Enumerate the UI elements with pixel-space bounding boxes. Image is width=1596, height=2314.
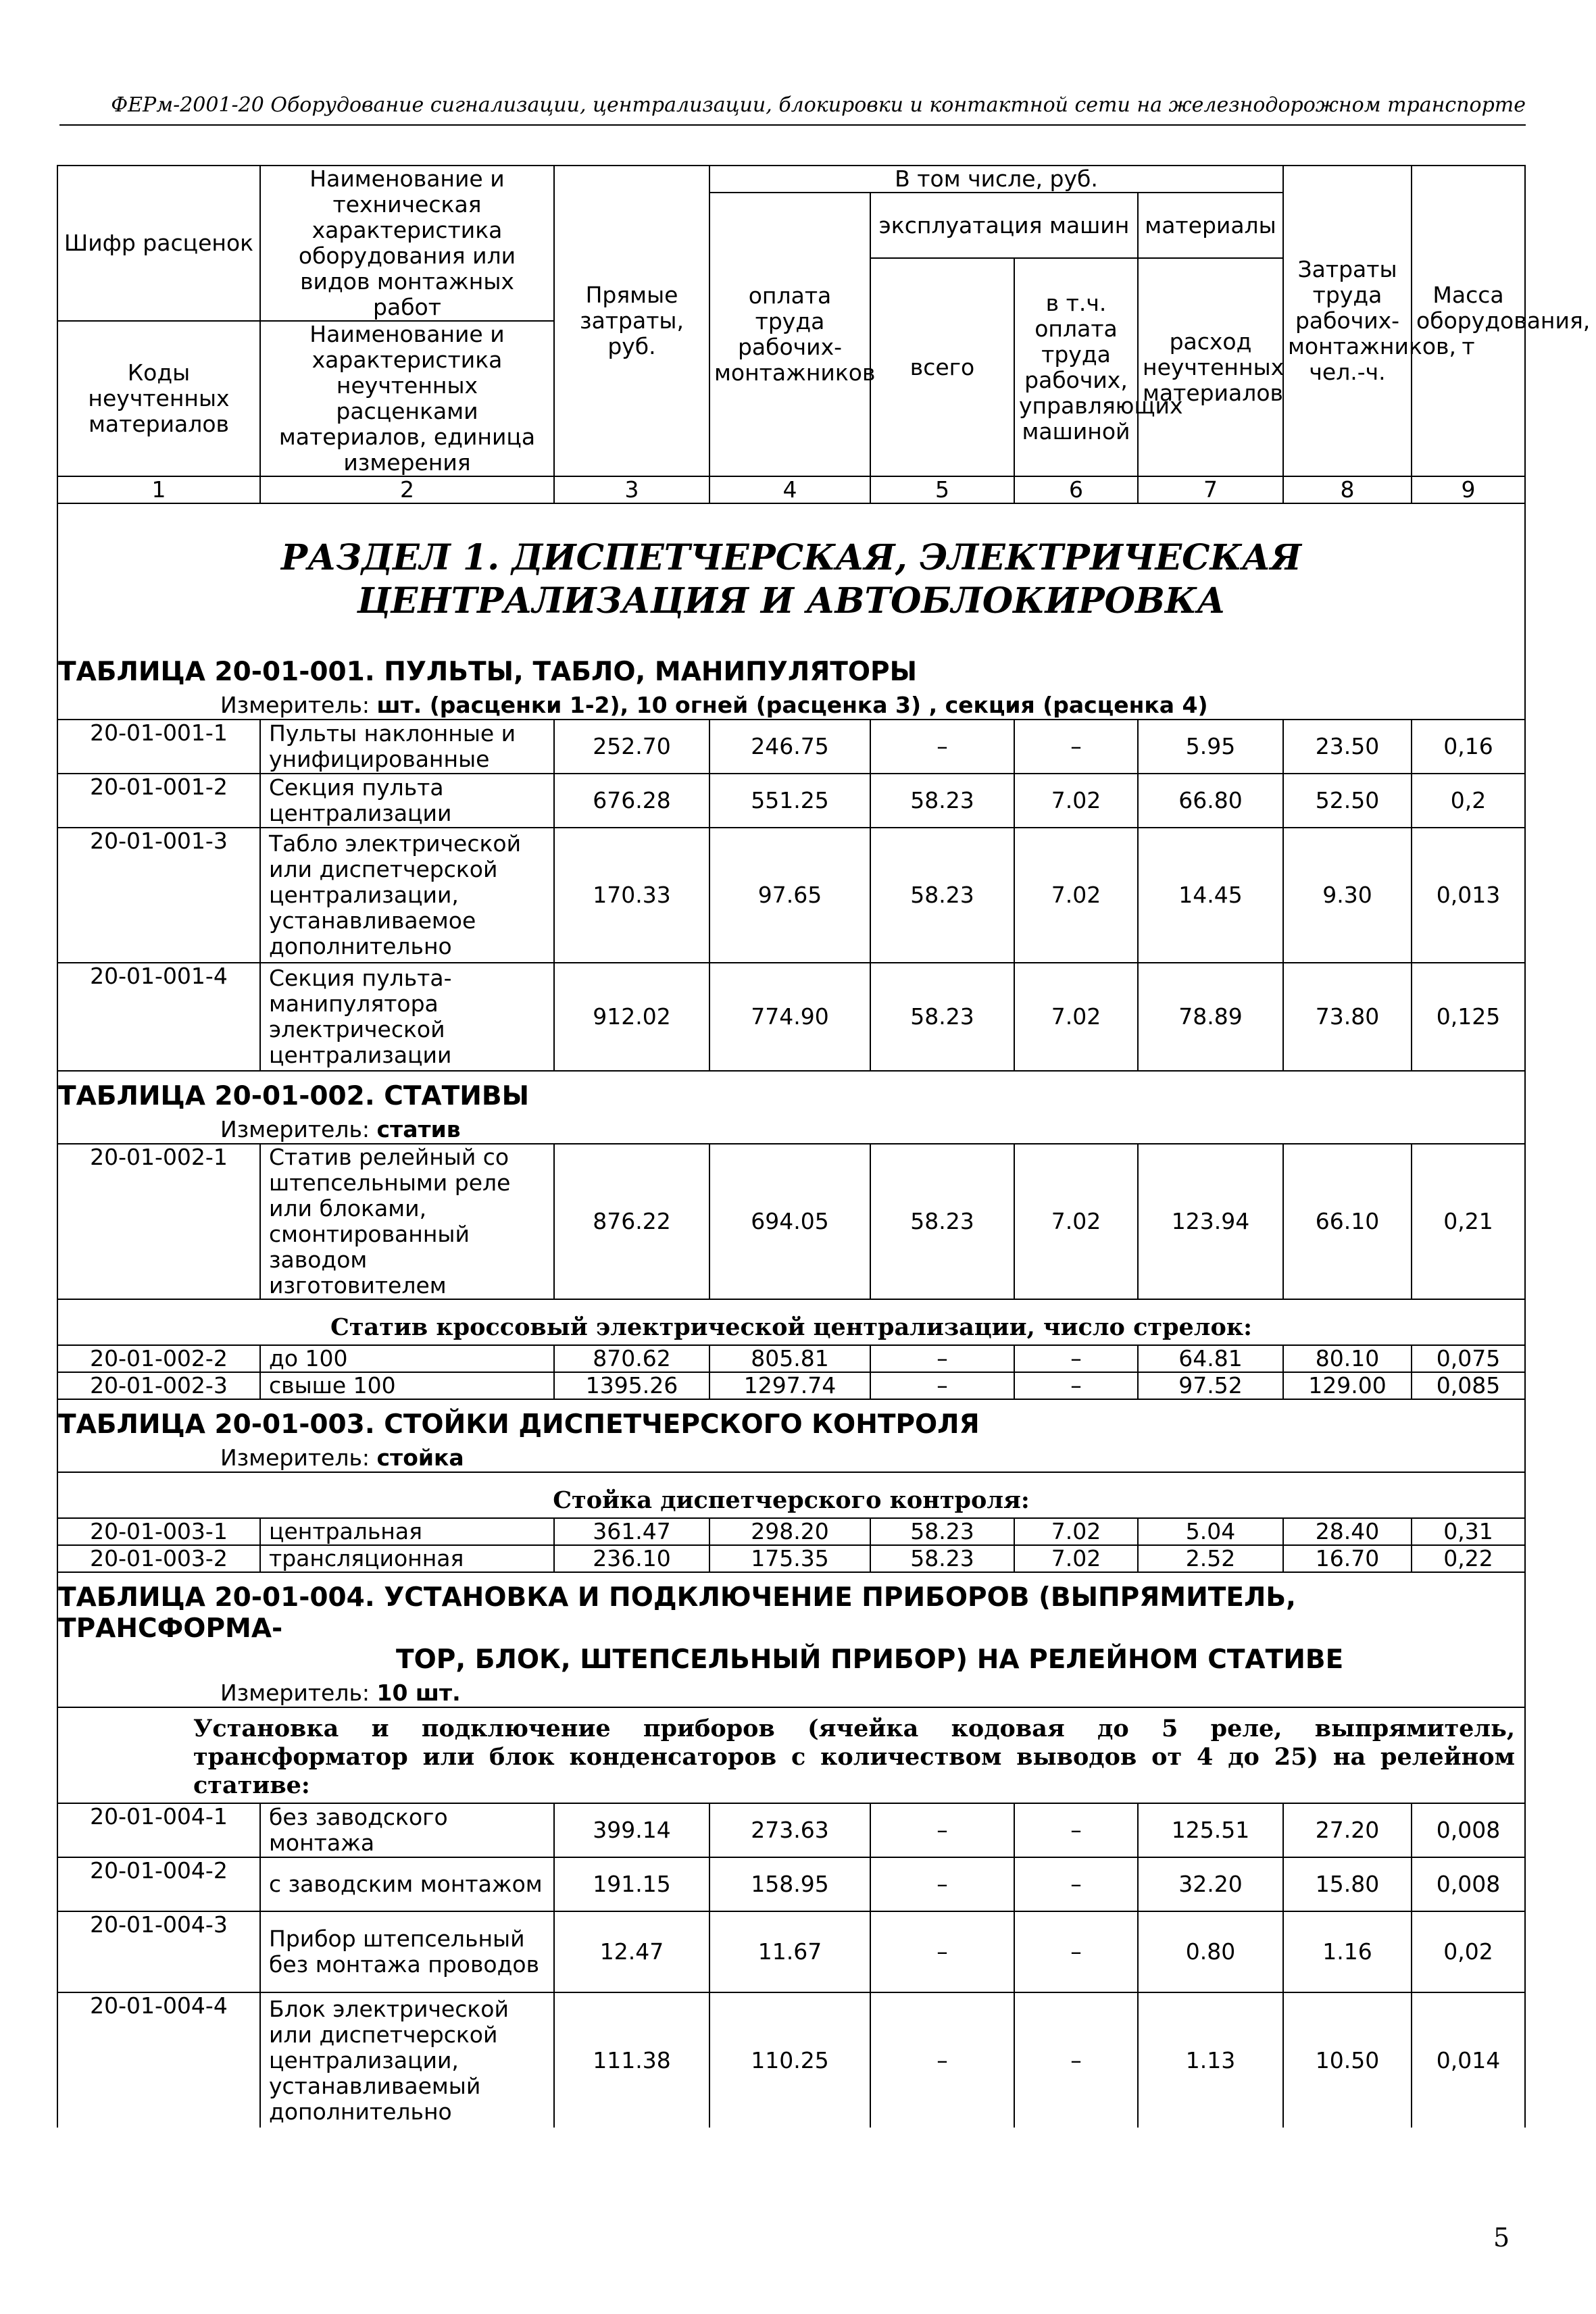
measure-value: стойка [376, 1444, 464, 1471]
hdr-labor-pay: оплата труда рабочих-монтажников [709, 193, 870, 476]
materials: 1.13 [1138, 1992, 1283, 2128]
hdr-equipment-mass: Масса оборудования, т [1412, 166, 1525, 476]
equipment-mass: 0,013 [1412, 828, 1525, 963]
hdr-name-unaccounted: Наименование и характеристика неучтенных расценками материалов, единица измерения [260, 321, 554, 476]
table-row [57, 1372, 1525, 1399]
machine-total: – [870, 1372, 1014, 1399]
direct-costs: 912.02 [554, 963, 709, 1071]
labor-hours: 73.80 [1283, 963, 1412, 1071]
measure-label: Измеритель: [220, 692, 377, 718]
rate-name: свыше 100 [260, 1372, 554, 1399]
equipment-mass: 0,2 [1412, 774, 1525, 828]
direct-costs: 876.22 [554, 1144, 709, 1299]
materials: 5.04 [1138, 1518, 1283, 1545]
measure-label: Измеритель: [220, 1444, 377, 1471]
labor-pay: 551.25 [709, 774, 870, 828]
equipment-mass: 0,16 [1412, 720, 1525, 774]
measure-label: Измеритель: [220, 1680, 377, 1706]
machine-labor: – [1014, 1803, 1138, 1857]
col-number: 7 [1138, 476, 1283, 503]
hdr-materials-usage: расход неучтенных материалов [1138, 258, 1283, 476]
labor-hours: 80.10 [1283, 1345, 1412, 1372]
direct-costs: 111.38 [554, 1992, 709, 2128]
rate-name: с заводским монтажом [260, 1857, 554, 1911]
rate-name: Прибор штепсельный без монтажа проводов [260, 1911, 554, 1992]
hdr-labor-hours: Затраты труда рабочих-монтажников, чел.-ч. [1283, 166, 1412, 476]
table-row [57, 1803, 1525, 1857]
direct-costs: 170.33 [554, 828, 709, 963]
materials: 66.80 [1138, 774, 1283, 828]
direct-costs: 870.62 [554, 1345, 709, 1372]
materials: 14.45 [1138, 828, 1283, 963]
machine-total: – [870, 1803, 1014, 1857]
rate-code: 20-01-001-3 [57, 828, 260, 963]
rate-code: 20-01-004-4 [57, 1992, 260, 2128]
rate-code: 20-01-003-1 [57, 1518, 260, 1545]
subheading: Установка и подключение приборов (ячейка кодовая до 5 реле, выпрямитель, трансформатор или блок конденсаторов с количеством выводов от 4 до 25) на релейном стативе: [57, 1707, 1525, 1803]
rate-code: 20-01-002-2 [57, 1345, 260, 1372]
machine-total: – [870, 1911, 1014, 1992]
labor-pay: 805.81 [709, 1345, 870, 1372]
rate-name: Блок электрической или диспетчерской централизации, устанавливаемый дополнительно [260, 1992, 554, 2128]
labor-hours: 129.00 [1283, 1372, 1412, 1399]
price-table [57, 165, 1591, 2128]
equipment-mass: 0,31 [1412, 1518, 1525, 1545]
machine-total: 58.23 [870, 828, 1014, 963]
table-title-line2: ТОР, БЛОК, ШТЕПСЕЛЬНЫЙ ПРИБОР) НА РЕЛЕЙНОМ СТАТИВЕ [396, 1644, 1344, 1675]
labor-hours: 23.50 [1283, 720, 1412, 774]
measure-value: шт. (расценки 1-2), 10 огней (расценка 3) , секция (расценка 4) [376, 692, 1208, 718]
measure-value: статив [376, 1116, 461, 1142]
page-header: ФЕРм-2001-20 Оборудование сигнализации, централизации, блокировки и контактной сети на железнодорожном транспорте [111, 93, 1526, 117]
table-row [57, 1857, 1525, 1911]
rate-code: 20-01-003-2 [57, 1545, 260, 1572]
hdr-machine-total: всего [870, 258, 1014, 476]
materials: 125.51 [1138, 1803, 1283, 1857]
labor-pay: 1297.74 [709, 1372, 870, 1399]
measure-line [58, 1680, 1524, 1707]
rate-name: без заводского монтажа [260, 1803, 554, 1857]
rate-name: Секция пульта централизации [260, 774, 554, 828]
col-number: 3 [554, 476, 709, 503]
labor-hours: 16.70 [1283, 1545, 1412, 1572]
rate-code: 20-01-001-4 [57, 963, 260, 1071]
table-row [57, 1518, 1525, 1545]
machine-total: 58.23 [870, 1545, 1014, 1572]
table-row [57, 1992, 1525, 2128]
rate-code: 20-01-001-1 [57, 720, 260, 774]
labor-hours: 15.80 [1283, 1857, 1412, 1911]
labor-pay: 158.95 [709, 1857, 870, 1911]
equipment-mass: 0,22 [1412, 1545, 1525, 1572]
direct-costs: 399.14 [554, 1803, 709, 1857]
table-title: ТАБЛИЦА 20-01-003. СТОЙКИ ДИСПЕТЧЕРСКОГО КОНТРОЛЯ [58, 1409, 980, 1440]
subheading: Стойка диспетчерского контроля: [57, 1472, 1525, 1518]
materials: 5.95 [1138, 720, 1283, 774]
rate-name: Табло электрической или диспетчерской централизации, устанавливаемое дополнительно [260, 828, 554, 963]
machine-labor: – [1014, 1372, 1138, 1399]
table-title: ТАБЛИЦА 20-01-001. ПУЛЬТЫ, ТАБЛО, МАНИПУЛЯТОРЫ [58, 657, 918, 687]
equipment-mass: 0,008 [1412, 1857, 1525, 1911]
rate-code: 20-01-002-1 [57, 1144, 260, 1299]
rate-name: Статив релейный со штепсельными реле или блоками, смонтированный заводом изготовителем [260, 1144, 554, 1299]
labor-hours: 9.30 [1283, 828, 1412, 963]
table-row [57, 720, 1525, 774]
hdr-direct-costs: Прямые затраты, руб. [554, 166, 709, 476]
machine-total: – [870, 1992, 1014, 2128]
direct-costs: 1395.26 [554, 1372, 709, 1399]
rate-code: 20-01-001-2 [57, 774, 260, 828]
materials: 2.52 [1138, 1545, 1283, 1572]
materials: 0.80 [1138, 1911, 1283, 1992]
table-row [57, 1345, 1525, 1372]
table-row [57, 774, 1525, 828]
measure-label: Измеритель: [220, 1116, 377, 1142]
labor-hours: 66.10 [1283, 1144, 1412, 1299]
rate-name: трансляционная [260, 1545, 554, 1572]
machine-total: 58.23 [870, 963, 1014, 1071]
equipment-mass: 0,008 [1412, 1803, 1525, 1857]
labor-hours: 1.16 [1283, 1911, 1412, 1992]
measure-line [58, 692, 1524, 719]
labor-pay: 774.90 [709, 963, 870, 1071]
machine-labor: 7.02 [1014, 1545, 1138, 1572]
labor-hours: 10.50 [1283, 1992, 1412, 2128]
col-number: 5 [870, 476, 1014, 503]
measure-value: 10 шт. [376, 1680, 461, 1706]
table-row [57, 1144, 1525, 1299]
table-row [57, 1545, 1525, 1572]
direct-costs: 236.10 [554, 1545, 709, 1572]
equipment-mass: 0,014 [1412, 1992, 1525, 2128]
direct-costs: 361.47 [554, 1518, 709, 1545]
labor-hours: 52.50 [1283, 774, 1412, 828]
labor-pay: 175.35 [709, 1545, 870, 1572]
measure-line [58, 1116, 1524, 1143]
machine-total: 58.23 [870, 774, 1014, 828]
col-number: 9 [1412, 476, 1525, 503]
equipment-mass: 0,02 [1412, 1911, 1525, 1992]
machine-total: 58.23 [870, 1518, 1014, 1545]
machine-labor: – [1014, 1911, 1138, 1992]
rate-name: центральная [260, 1518, 554, 1545]
hdr-code: Шифр расценок [57, 166, 260, 321]
col-number: 6 [1014, 476, 1138, 503]
labor-pay: 11.67 [709, 1911, 870, 1992]
machine-labor: 7.02 [1014, 774, 1138, 828]
machine-total: – [870, 1857, 1014, 1911]
equipment-mass: 0,125 [1412, 963, 1525, 1071]
labor-hours: 28.40 [1283, 1518, 1412, 1545]
hdr-materials: материалы [1138, 193, 1283, 258]
table-row [57, 1911, 1525, 1992]
rate-name: Пульты наклонные и унифицированные [260, 720, 554, 774]
materials: 64.81 [1138, 1345, 1283, 1372]
machine-total: – [870, 720, 1014, 774]
header-rule [59, 124, 1526, 126]
rate-name: Секция пульта-манипулятора электрической централизации [260, 963, 554, 1071]
labor-pay: 694.05 [709, 1144, 870, 1299]
labor-pay: 110.25 [709, 1992, 870, 2128]
table-title [58, 1573, 1524, 1680]
direct-costs: 252.70 [554, 720, 709, 774]
equipment-mass: 0,085 [1412, 1372, 1525, 1399]
machine-labor: – [1014, 1992, 1138, 2128]
measure-line [58, 1444, 1524, 1472]
section-title: РАЗДЕЛ 1. ДИСПЕТЧЕРСКАЯ, ЭЛЕКТРИЧЕСКАЯ ЦЕНТРАЛИЗАЦИЯ И АВТОБЛОКИРОВКА [57, 503, 1525, 647]
machine-labor: – [1014, 720, 1138, 774]
rate-code: 20-01-004-1 [57, 1803, 260, 1857]
rate-code: 20-01-004-2 [57, 1857, 260, 1911]
machine-labor: – [1014, 1345, 1138, 1372]
machine-labor: 7.02 [1014, 828, 1138, 963]
hdr-machine-labor: в т.ч. оплата труда рабочих, управляющих машиной [1014, 258, 1138, 476]
labor-hours: 27.20 [1283, 1803, 1412, 1857]
subheading: Статив кроссовый электрической централизации, число стрелок: [57, 1299, 1525, 1345]
labor-pay: 298.20 [709, 1518, 870, 1545]
materials: 32.20 [1138, 1857, 1283, 1911]
table-title-line1: ТАБЛИЦА 20-01-004. УСТАНОВКА И ПОДКЛЮЧЕНИЕ ПРИБОРОВ (ВЫПРЯМИТЕЛЬ, ТРАНСФОРМА- [58, 1582, 1296, 1644]
table-row [57, 828, 1525, 963]
labor-pay: 97.65 [709, 828, 870, 963]
machine-total: 58.23 [870, 1144, 1014, 1299]
hdr-unaccounted-codes: Коды неучтенных материалов [57, 321, 260, 476]
machine-total: – [870, 1345, 1014, 1372]
equipment-mass: 0,075 [1412, 1345, 1525, 1372]
machine-labor: 7.02 [1014, 1518, 1138, 1545]
machine-labor: 7.02 [1014, 1144, 1138, 1299]
labor-pay: 246.75 [709, 720, 870, 774]
rate-code: 20-01-004-3 [57, 1911, 260, 1992]
col-number: 2 [260, 476, 554, 503]
materials: 123.94 [1138, 1144, 1283, 1299]
rate-code: 20-01-002-3 [57, 1372, 260, 1399]
direct-costs: 676.28 [554, 774, 709, 828]
hdr-including: В том числе, руб. [709, 166, 1283, 193]
equipment-mass: 0,21 [1412, 1144, 1525, 1299]
col-number: 1 [57, 476, 260, 503]
labor-pay: 273.63 [709, 1803, 870, 1857]
table-row [57, 963, 1525, 1071]
direct-costs: 191.15 [554, 1857, 709, 1911]
hdr-name: Наименование и техническая характеристика оборудования или видов монтажных работ [260, 166, 554, 321]
materials: 78.89 [1138, 963, 1283, 1071]
col-number: 8 [1283, 476, 1412, 503]
machine-labor: 7.02 [1014, 963, 1138, 1071]
table-title: ТАБЛИЦА 20-01-002. СТАТИВЫ [58, 1081, 529, 1111]
materials: 97.52 [1138, 1372, 1283, 1399]
rate-name: до 100 [260, 1345, 554, 1372]
hdr-machine-operation: эксплуатация машин [870, 193, 1138, 258]
col-number: 4 [709, 476, 870, 503]
machine-labor: – [1014, 1857, 1138, 1911]
page-number: 5 [1493, 2223, 1510, 2253]
direct-costs: 12.47 [554, 1911, 709, 1992]
